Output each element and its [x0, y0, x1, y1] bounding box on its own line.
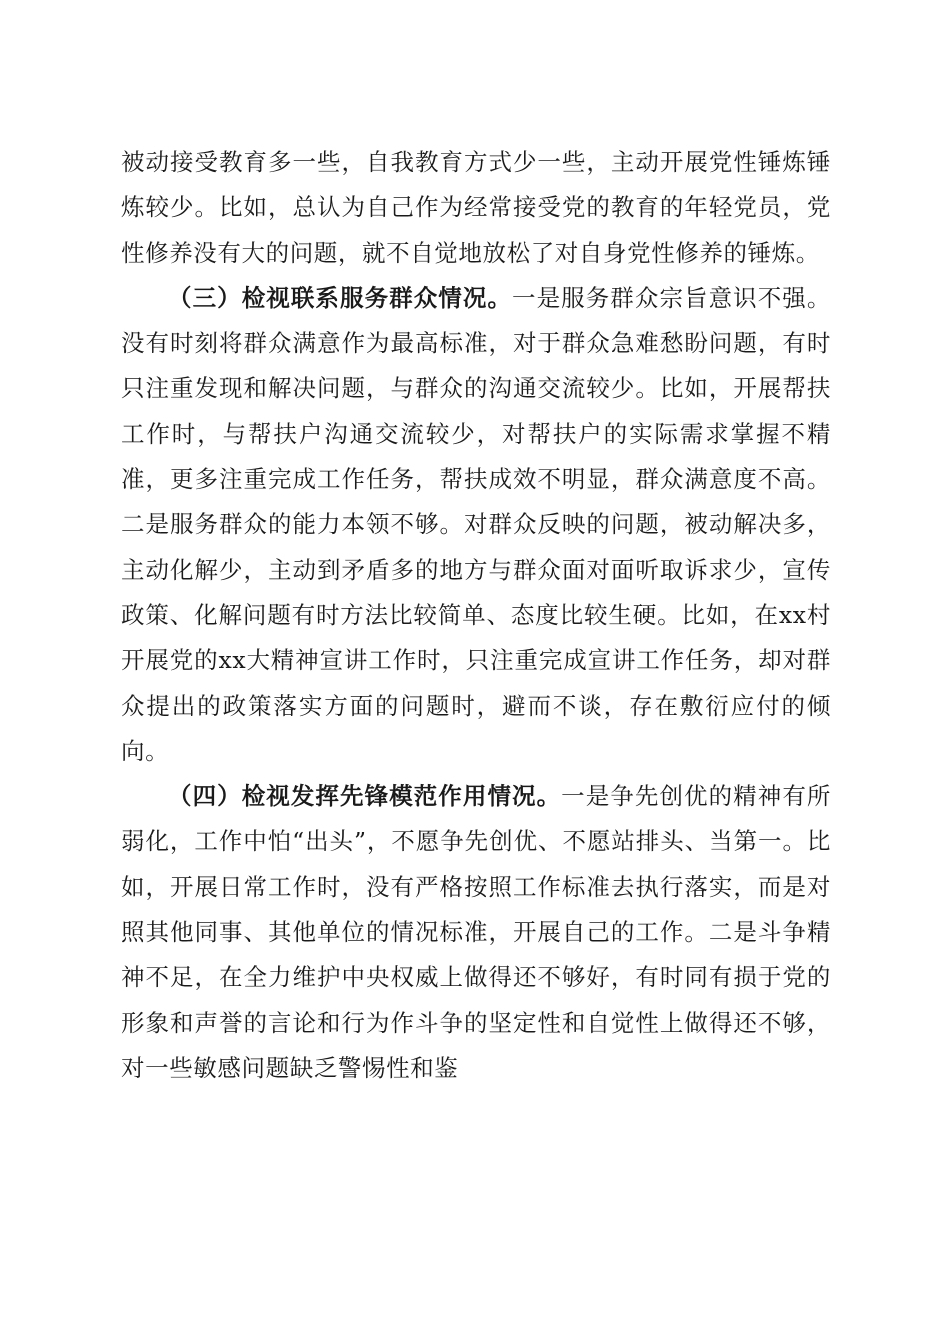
paragraph-section-four: [121, 774, 831, 1091]
section-three-heading: （三）检视联系服务群众情况。: [168, 283, 513, 312]
section-four-body: 一是争先创优的精神有所弱化，工作中怕“出头”，不愿争先创优、不愿站排头、当第一。比如，开展日常工作时，没有严格按照工作标准去执行落实，而是对照其他同事、其他单位的情况标准，开展自己的工作。二是斗争精神不足，在全力维护中央权威上做得还不够好，有时同有损于党的形象和声誉的言论和行为作斗争的坚定性和自觉性上做得还不够，对一些敏感问题缺乏警惕性和鉴: [121, 782, 831, 1082]
section-three-body: 一是服务群众宗旨意识不强。没有时刻将群众满意作为最高标准，对于群众急难愁盼问题，有时只注重发现和解决问题，与群众的沟通交流较少。比如，开展帮扶工作时，与帮扶户沟通交流较少，对帮扶户的实际需求掌握不精准，更多注重完成工作任务，帮扶成效不明显，群众满意度不高。二是服务群众的能力本领不够。对群众反映的问题，被动解决多，主动化解少，主动到矛盾多的地方与群众面对面听取诉求少，宣传政策、化解问题有时方法比较简单、态度比较生硬。比如，在xx村开展党的xx大精神宣讲工作时，只注重完成宣讲工作任务，却对群众提出的政策落实方面的问题时，避而不谈，存在敷衍应付的倾向。: [121, 283, 831, 765]
section-four-heading: （四）检视发挥先锋模范作用情况。: [168, 782, 562, 811]
paragraph-1-body: 被动接受教育多一些，自我教育方式少一些，主动开展党性锤炼锤炼较少。比如，总认为自己作为经常接受党的教育的年轻党员，党性修养没有大的问题，就不自觉地放松了对自身党性修养的锤炼。: [121, 148, 831, 267]
document-body: [121, 140, 831, 1091]
paragraph-section-three: [121, 276, 831, 774]
paragraph-continuation: [121, 140, 831, 276]
